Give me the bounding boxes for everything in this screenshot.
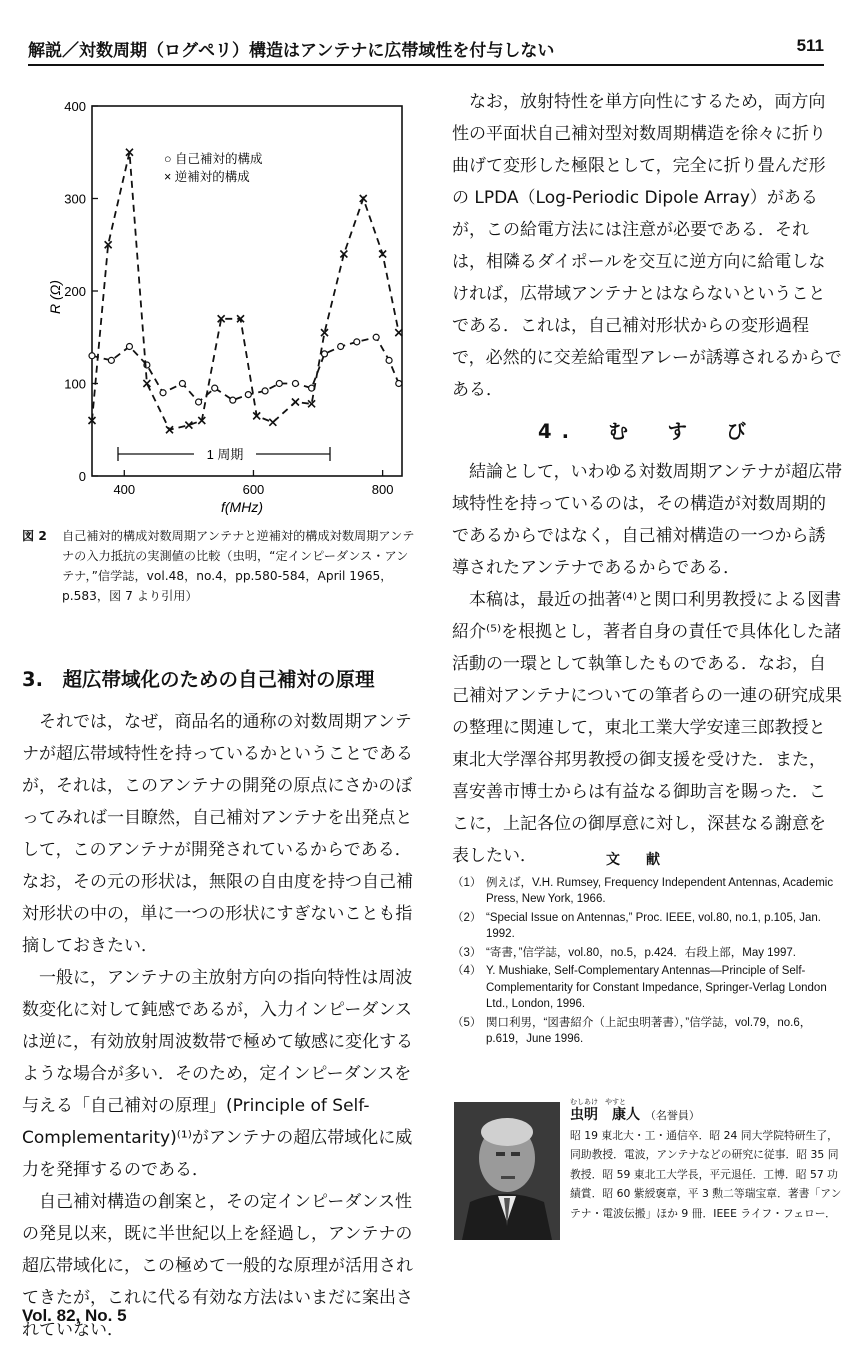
reference-number: （4） [452,965,482,977]
data-point [262,388,268,394]
series-line [92,337,399,402]
y-axis-label: R (Ω) [47,280,63,314]
data-point [126,344,132,350]
data-point [354,339,360,345]
y-tick-label: 400 [64,99,86,114]
references [452,852,840,1050]
paragraph: 一般に，アンテナの主放射方向の指向特性は周波数変化に対して鈍感であるが，入力インピーダンスは逆に，有効放射周波数帯で極めて敏感に変化するような場合が多い．そのため，定インピーダンスを与える「自己補対の原理」(Principle of Self-Complementarity)⁽¹⁾がアンテナの超広帯域化に威力を発揮するのである． [22,968,413,1180]
data-point [292,399,299,406]
paragraph: それでは，なぜ，商品名的通称の対数周期アンテナが超広帯域特性を持っているかということであるが，それは，このアンテナの開発の原点にさかのぼってみれば一目瞭然，自己補対アンテナを出発点として，このアンテナが開発されているからである．なお，その元の形状は，無限の自由度を持つ自己補対形状の中の，単に一つの形状にすぎないことも指摘しておきたい． [22,712,413,956]
y-tick-label: 100 [64,376,86,392]
section-3-heading: 3. 超広帯域化のための自己補対の原理 [22,668,375,691]
author-photo [454,1102,560,1240]
caption-text: 自己補対的構成対数周期アンテナと逆補対的構成対数周期アンテナの入力抵抗の実測値の比較（虫明，“定インピーダンス・アンテナ，”信学誌，vol.48，no.4，pp.580-584，April 1965，p.583，図 7 より引用） [62,529,415,603]
data-point [160,390,166,396]
reference-item [452,945,840,962]
resistance-chart [36,92,418,518]
figure-caption [22,526,420,606]
data-point [245,392,251,398]
paragraph: 結論として，いわゆる対数周期アンテナが超広帯域特性を持っているのは，その構造が対数周期的であるからではなく，自己補対構造の一つから誘導されたアンテナであるからである． [452,462,842,578]
legend [164,151,263,184]
reference-text: 関口利男，“図書紹介（上記虫明著書），”信学誌，vol.79，no.6，p.619，June 1996. [486,1016,812,1045]
x-tick-label: 600 [242,482,265,497]
x-axis-label: f(MHz) [221,499,263,515]
left-column [22,706,420,1346]
author-bio: 昭 19 東北大・工・通信卒．昭 24 同大学院特研生了，同助教授．電波，アンテナなどの研究に従事．昭 35 同教授．昭 59 東北工大学長，平元退任．工博．昭 57 功績賞．昭 60 紫綬褒章，平 3 勲二等瑞宝章．著書「アンテナ・電波伝搬」ほか 9 冊．IEEE ライフ・フェロー． [570,1128,842,1220]
reference-text: “Special Issue on Antennas,” Proc. IEEE, vol.80, no.1, p.105, Jan. 1992. [486,911,821,940]
data-point [269,419,276,426]
reference-number: （5） [452,1016,482,1029]
paragraph: 自己補対構造の創案と，その定インピーダンス性の発見以来，既に半世紀以上を経過し，アンテナの超広帯域化に，この極めて一般的な原理が活用されてきたが，これに代る有効な方法はいまだに案出されていない． [22,1192,413,1340]
reference-number: （2） [452,911,482,924]
author-role: （名誉員） [644,1109,700,1122]
period-label: 1 周期 [206,447,244,462]
period-annotation [118,445,330,463]
data-point [212,385,218,391]
data-point [230,397,236,403]
author-name-block [570,1098,842,1126]
reference-item [452,963,840,1013]
data-point [89,353,95,359]
author-bio-text [570,1098,842,1223]
author-name: 虫明 康人 [570,1107,640,1123]
paragraph: 本稿は，最近の拙著⁽⁴⁾と関口利男教授による図書紹介⁽⁵⁾を根拠とし，著者自身の責任で具体化した諸活動の一環として執筆したものである．なお，自己補対アンテナについての筆者らの一連の研究成果の整理に関連して，東北工業大学安達三郎教授と東北大学澤谷邦男教授の御支援を受けた．また，喜安善市博士からは有益なる御助言を賜った．ここに，上記各位の御厚意に対し，深甚なる謝意を表したい． [452,590,842,866]
legend-entry-anti-complementary: × 逆補対的構成 [164,170,250,184]
y-tick-label: 200 [64,284,86,299]
series-line [92,152,399,430]
page-header [28,36,824,66]
data-point [322,351,328,357]
reference-item [452,910,840,943]
data-point [196,399,202,405]
data-point [276,381,282,387]
reference-number: （3） [452,946,482,959]
page-number: 511 [796,36,824,55]
data-point [108,357,114,363]
x-tick-label: 400 [113,482,136,497]
section-4-heading: 4. む す び [538,420,756,443]
y-tick-label: 300 [64,191,86,207]
data-point [292,381,298,387]
reference-text: 例えば，V.H. Rumsey, Frequency Independent Antennas, Academic Press, New York, 1966. [486,876,834,905]
legend-entry-self-complementary: ○ 自己補対的構成 [164,152,263,166]
data-point [143,380,150,387]
reference-item [452,875,840,908]
caption-label: 図 2 [22,529,47,543]
reference-text: “寄書，”信学誌，vol.80，no.5，p.424．右段上部，May 1997. [486,946,796,959]
author-biography [454,1098,842,1248]
x-tick-label: 800 [371,482,394,497]
data-point [373,334,379,340]
data-point [396,381,402,387]
data-point [179,381,185,387]
author-name-reading: むしあけ やすと [570,1098,626,1106]
volume-footer: Vol. 82, No. 5 [22,1306,127,1325]
reference-item [452,1015,840,1048]
reference-text: Y. Mushiake, Self-Complementary Antennas—Principle of Self-Complementarity for Constant Impedance, Springer-Verlag London Ltd., London, 1996. [486,965,827,1010]
paragraph: なお，放射特性を単方向性にするため，両方向性の平面状自己補対型対数周期構造を徐々に折り曲げて変形した極限として，完全に折り畳んだ形の LPDA（Log-Periodic Dipole Array）があるが，この給電方法には注意が必要である．それは，相隣るダイポールを交互に逆方向に給電しなければ，広帯域アンテナとはならないということである．これは，自己補対形状からの変形過程で，必然的に交差給電型アレーが誘導されるからである． [452,92,842,400]
running-title: 解説／対数周期（ログペリ）構造はアンテナに広帯域性を付与しない [28,41,555,61]
reference-number: （1） [452,876,482,889]
data-point [338,344,344,350]
references-title: 文献 [606,852,686,868]
figure-2 [36,92,418,518]
y-tick-label: 0 [78,469,86,484]
series-anti-complementary [89,149,403,434]
data-point [386,357,392,363]
right-column [452,86,842,872]
